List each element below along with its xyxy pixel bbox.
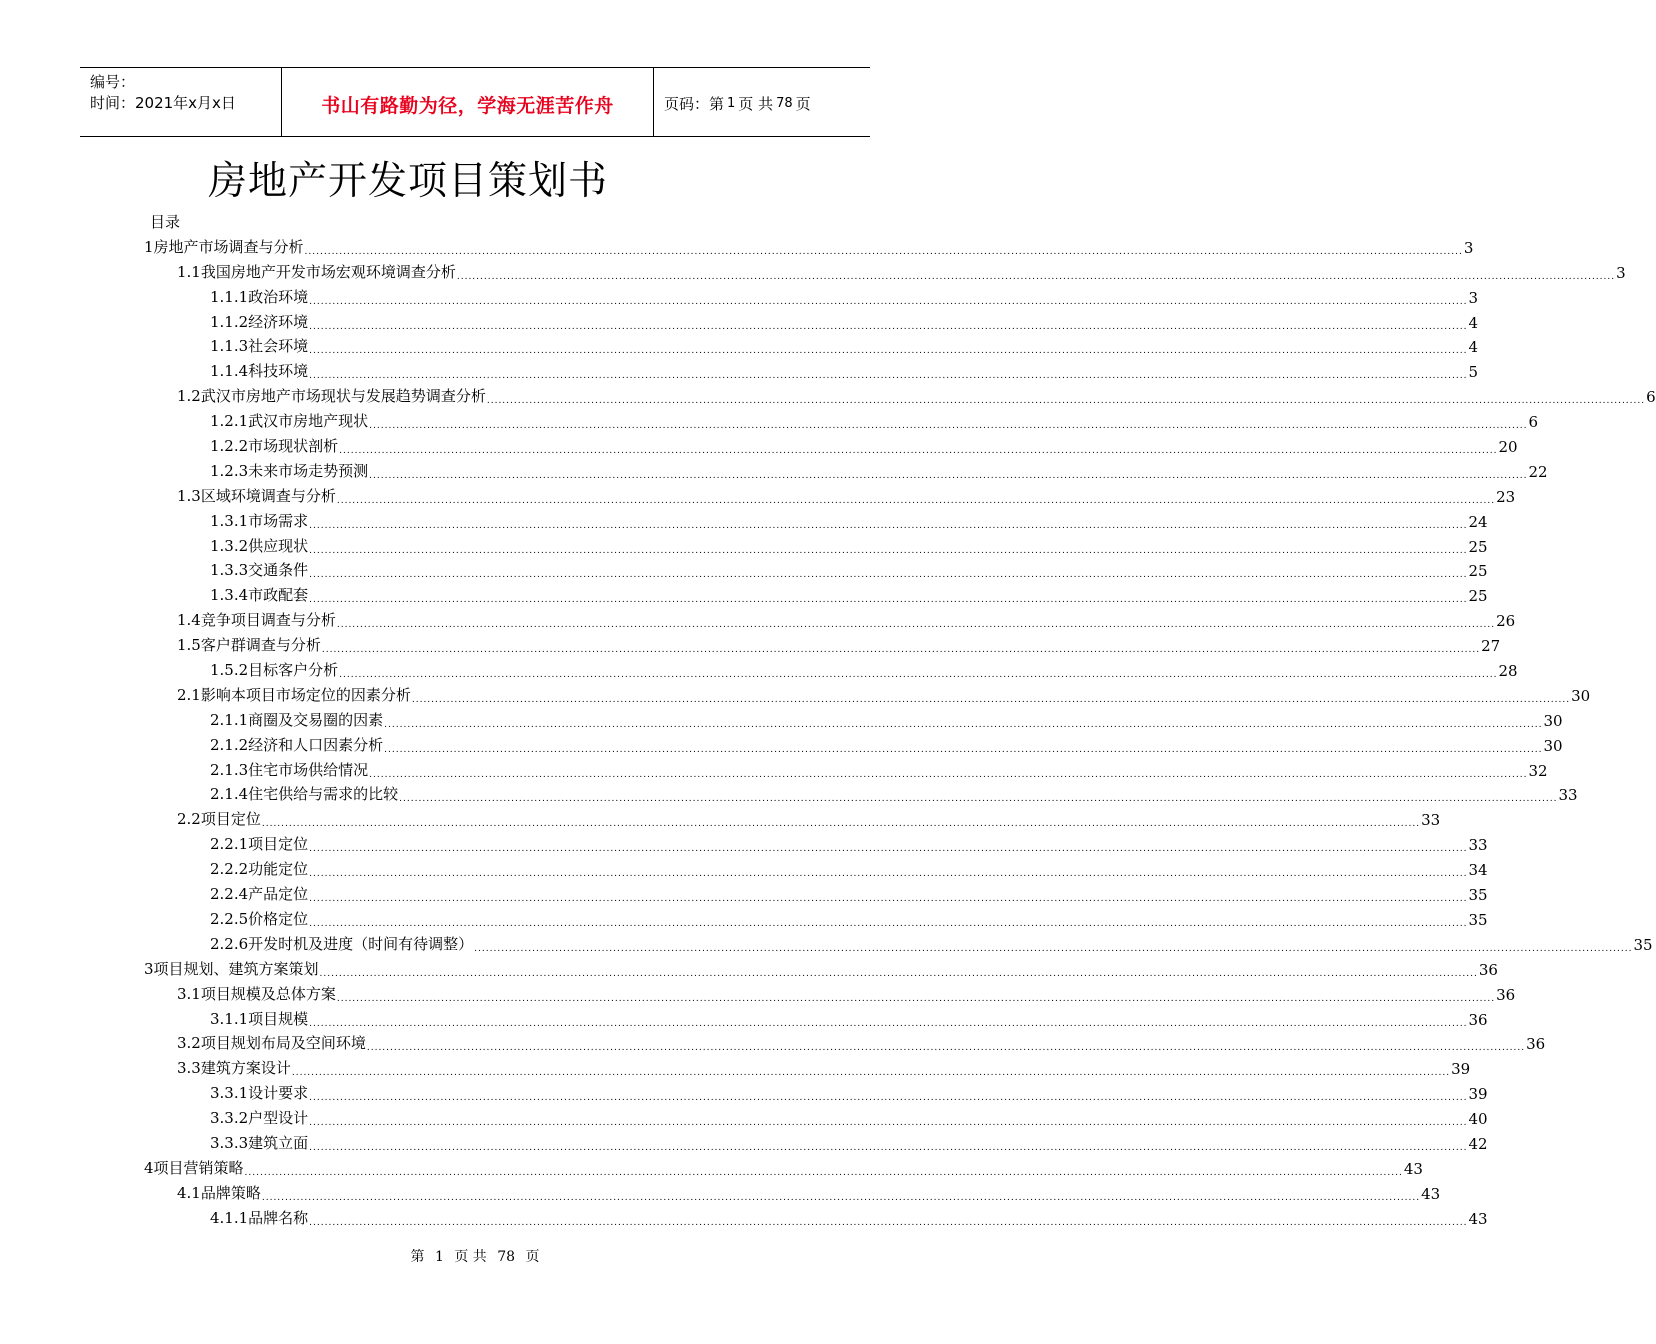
header-page-info — [654, 68, 870, 136]
document-time-label: 时间：2021年x月x日 — [90, 94, 236, 112]
toc-entry-text: 1.2.3未来市场走势预测 — [210, 461, 369, 480]
toc-entry-page: 39 — [1451, 1060, 1471, 1079]
toc-entry-page: 33 — [1558, 786, 1578, 805]
toc-entry-page: 35 — [1468, 910, 1488, 929]
toc-leader-dots: ............................................................................................................................................................................................................................................................................................................ — [291, 1068, 1451, 1079]
toc-entry[interactable] — [0, 856, 1488, 881]
toc-entry[interactable] — [0, 1080, 1488, 1105]
toc-entry-page: 25 — [1468, 537, 1488, 556]
toc-entry-page: 25 — [1468, 587, 1488, 606]
toc-entry[interactable] — [0, 881, 1488, 906]
toc-entry-text: 1.4竞争项目调查与分析 — [177, 611, 336, 630]
toc-leader-dots: ............................................................................................................................................................................................................................................................................................................ — [309, 1118, 1468, 1129]
toc-entry-text: 2.2.5价格定位 — [210, 909, 309, 928]
toc-entry[interactable] — [0, 1130, 1488, 1155]
toc-entry-text: 2.1影响本项目市场定位的因素分析 — [177, 685, 411, 704]
toc-leader-dots: ............................................................................................................................................................................................................................................................................................................ — [309, 321, 1468, 332]
toc-entry[interactable] — [0, 334, 1478, 359]
header-page-suffix: 页 — [795, 94, 811, 113]
toc-leader-dots: ............................................................................................................................................................................................................................................................................................................ — [309, 1018, 1468, 1029]
toc-entry-text: 3.3.3建筑立面 — [210, 1133, 309, 1152]
toc-entry-page: 43 — [1421, 1184, 1441, 1203]
toc-entry-text: 1.3.1市场需求 — [210, 511, 309, 530]
toc-entry-page: 22 — [1528, 462, 1548, 481]
toc-leader-dots: ............................................................................................................................................................................................................................................................................................................ — [309, 1142, 1468, 1153]
toc-entry[interactable] — [0, 632, 1501, 657]
toc-entry-page: 28 — [1498, 662, 1518, 681]
toc-leader-dots: ............................................................................................................................................................................................................................................................................................................ — [309, 869, 1468, 880]
toc-entry[interactable] — [0, 358, 1478, 383]
header-motto: 书山有路勤为径，学海无涯苦作舟 — [282, 68, 654, 136]
toc-entry-page: 36 — [1496, 985, 1516, 1004]
toc-entry[interactable] — [0, 682, 1591, 707]
toc-entry[interactable] — [0, 259, 1626, 284]
toc-leader-dots: ............................................................................................................................................................................................................................................................................................................ — [339, 670, 1498, 681]
toc-heading: 目录 — [150, 213, 181, 231]
toc-entry-page: 33 — [1421, 811, 1441, 830]
toc-leader-dots: ............................................................................................................................................................................................................................................................................................................ — [261, 819, 1421, 830]
toc-entry-page: 3 — [1616, 263, 1626, 282]
toc-leader-dots: ............................................................................................................................................................................................................................................................................................................ — [309, 545, 1468, 556]
header-page-current: 1 — [727, 95, 736, 111]
toc-entry[interactable] — [0, 1155, 1423, 1180]
toc-entry-page: 32 — [1528, 761, 1548, 780]
toc-entry-text: 2.2.4产品定位 — [210, 885, 309, 904]
toc-leader-dots: ............................................................................................................................................................................................................................................................................................................ — [369, 470, 1528, 481]
toc-entry[interactable] — [0, 782, 1578, 807]
toc-leader-dots: ............................................................................................................................................................................................................................................................................................................ — [384, 719, 1543, 730]
header-meta — [80, 68, 282, 136]
toc-entry-page: 23 — [1496, 487, 1516, 506]
toc-entry[interactable] — [0, 458, 1548, 483]
toc-entry-text: 4项目营销策略 — [144, 1158, 244, 1177]
toc-leader-dots: ............................................................................................................................................................................................................................................................................................................ — [309, 1093, 1468, 1104]
toc-entry-text: 1.2武汉市房地产市场现状与发展趋势调查分析 — [177, 387, 486, 406]
toc-leader-dots: ............................................................................................................................................................................................................................................................................................................ — [474, 943, 1633, 954]
toc-entry-text: 1.3.3交通条件 — [210, 561, 309, 580]
toc-entry-page: 36 — [1526, 1035, 1546, 1054]
toc-leader-dots: ............................................................................................................................................................................................................................................................................................................ — [244, 1167, 1403, 1178]
toc-entry-text: 3.1.1项目规模 — [210, 1009, 309, 1028]
toc-entry[interactable] — [0, 309, 1478, 334]
toc-entry-text: 3.1项目规模及总体方案 — [177, 984, 336, 1003]
footer-current-page: 1 — [434, 1249, 444, 1265]
toc-entry-page: 5 — [1468, 363, 1478, 382]
toc-entry-text: 2.1.1商圈及交易圈的因素 — [210, 710, 384, 729]
toc-leader-dots: ............................................................................................................................................................................................................................................................................................................ — [309, 1217, 1468, 1228]
toc-entry-text: 3项目规划、建筑方案策划 — [144, 959, 319, 978]
header-page-mid: 页 共 — [738, 94, 774, 113]
toc-entry[interactable] — [0, 1105, 1488, 1130]
toc-leader-dots: ............................................................................................................................................................................................................................................................................................................ — [309, 520, 1468, 531]
toc-entry-page: 3 — [1468, 288, 1478, 307]
toc-entry-text: 2.1.3住宅市场供给情况 — [210, 760, 369, 779]
toc-entry-page: 25 — [1468, 562, 1488, 581]
toc-entry-text: 1.3.4市政配套 — [210, 586, 309, 605]
toc-entry[interactable] — [0, 931, 1653, 956]
toc-entry[interactable] — [0, 284, 1478, 309]
toc-leader-dots: ............................................................................................................................................................................................................................................................................................................ — [309, 918, 1468, 929]
toc-leader-dots: ............................................................................................................................................................................................................................................................................................................ — [366, 1043, 1526, 1054]
toc-entry-text: 1.1.2经济环境 — [210, 312, 309, 331]
toc-entry-page: 30 — [1543, 736, 1563, 755]
toc-leader-dots: ............................................................................................................................................................................................................................................................................................................ — [336, 993, 1496, 1004]
toc-leader-dots: ............................................................................................................................................................................................................................................................................................................ — [309, 296, 1468, 307]
toc-entry-text: 3.3建筑方案设计 — [177, 1059, 291, 1078]
toc-entry-page: 33 — [1468, 836, 1488, 855]
toc-entry[interactable] — [0, 732, 1563, 757]
toc-leader-dots: ............................................................................................................................................................................................................................................................................................................ — [369, 421, 1528, 432]
document-number-label: 编号： — [90, 73, 136, 91]
toc-entry-page: 34 — [1468, 861, 1488, 880]
toc-entry[interactable] — [0, 483, 1516, 508]
toc-entry-page: 20 — [1498, 438, 1518, 457]
toc-entry-text: 1.1.1政治环境 — [210, 287, 309, 306]
toc-leader-dots: ............................................................................................................................................................................................................................................................................................................ — [309, 595, 1468, 606]
toc-entry[interactable] — [0, 806, 1441, 831]
toc-entry-text: 1.3.2供应现状 — [210, 536, 309, 555]
toc-leader-dots: ............................................................................................................................................................................................................................................................................................................ — [339, 446, 1498, 457]
toc-entry-page: 6 — [1646, 388, 1656, 407]
toc-entry-page: 24 — [1468, 512, 1488, 531]
toc-entry[interactable] — [0, 1031, 1546, 1056]
footer-prefix: 第 — [410, 1249, 425, 1265]
toc-entry-page: 4 — [1468, 313, 1478, 332]
toc-entry[interactable] — [0, 558, 1488, 583]
toc-entry[interactable] — [0, 831, 1488, 856]
footer-mid: 页 共 — [454, 1249, 487, 1265]
header-page-prefix: 页码：第 — [664, 94, 725, 113]
toc-entry-text: 1.2.1武汉市房地产现状 — [210, 412, 369, 431]
toc-entry-page: 42 — [1468, 1134, 1488, 1153]
toc-entry[interactable] — [0, 1006, 1488, 1031]
toc-leader-dots: ............................................................................................................................................................................................................................................................................................................ — [309, 570, 1468, 581]
toc-entry-text: 2.1.2经济和人口因素分析 — [210, 735, 384, 754]
toc-entry[interactable] — [0, 383, 1656, 408]
toc-entry[interactable] — [0, 433, 1518, 458]
page-footer — [0, 1246, 950, 1266]
toc-entry-text: 2.2项目定位 — [177, 810, 261, 829]
toc-entry[interactable] — [0, 408, 1538, 433]
toc-entry-text: 2.2.1项目定位 — [210, 835, 309, 854]
toc-leader-dots: ............................................................................................................................................................................................................................................................................................................ — [456, 271, 1616, 282]
toc-leader-dots: ............................................................................................................................................................................................................................................................................................................ — [319, 968, 1478, 979]
toc-leader-dots: ............................................................................................................................................................................................................................................................................................................ — [309, 371, 1468, 382]
toc-entry-text: 1.5客户群调查与分析 — [177, 636, 321, 655]
document-title: 房地产开发项目策划书 — [207, 159, 608, 204]
toc-entry-page: 35 — [1468, 886, 1488, 905]
toc-leader-dots: ............................................................................................................................................................................................................................................................................................................ — [384, 744, 1543, 755]
toc-entry[interactable] — [0, 1180, 1441, 1205]
toc-entry-text: 1.1我国房地产开发市场宏观环境调查分析 — [177, 262, 456, 281]
toc-entry[interactable] — [0, 956, 1498, 981]
toc-leader-dots: ............................................................................................................................................................................................................................................................................................................ — [309, 346, 1468, 357]
toc-entry-text: 3.3.2户型设计 — [210, 1109, 309, 1128]
toc-entry-page: 26 — [1496, 612, 1516, 631]
toc-entry-text: 2.2.6开发时机及进度（时间有待调整） — [210, 934, 474, 953]
header-page-total: 78 — [776, 95, 793, 111]
toc-leader-dots: ............................................................................................................................................................................................................................................................................................................ — [304, 246, 1463, 257]
toc-entry-page: 39 — [1468, 1085, 1488, 1104]
toc-entry[interactable] — [0, 582, 1488, 607]
toc-entry-page: 40 — [1468, 1110, 1488, 1129]
toc-entry[interactable] — [0, 657, 1518, 682]
toc-leader-dots: ............................................................................................................................................................................................................................................................................................................ — [261, 1192, 1421, 1203]
toc-entry-text: 3.3.1设计要求 — [210, 1084, 309, 1103]
toc-entry-text: 2.1.4住宅供给与需求的比较 — [210, 785, 399, 804]
toc-entry-text: 1.2.2市场现状剖析 — [210, 437, 339, 456]
toc-leader-dots: ............................................................................................................................................................................................................................................................................................................ — [486, 396, 1646, 407]
toc-entry-text: 4.1.1品牌名称 — [210, 1208, 309, 1227]
toc-entry-text: 1.3区域环境调查与分析 — [177, 486, 336, 505]
page-header — [80, 67, 870, 137]
toc-entry-page: 4 — [1468, 338, 1478, 357]
toc-leader-dots: ............................................................................................................................................................................................................................................................................................................ — [309, 844, 1468, 855]
toc-leader-dots: ............................................................................................................................................................................................................................................................................................................ — [336, 495, 1496, 506]
toc-entry-page: 43 — [1403, 1159, 1423, 1178]
toc-entry-page: 30 — [1543, 711, 1563, 730]
toc-entry-text: 1.1.3社会环境 — [210, 337, 309, 356]
toc-leader-dots: ............................................................................................................................................................................................................................................................................................................ — [309, 894, 1468, 905]
toc-entry[interactable] — [0, 1055, 1471, 1080]
toc-entry[interactable] — [0, 1205, 1488, 1230]
toc-entry-page: 27 — [1481, 637, 1501, 656]
toc-entry-text: 4.1品牌策略 — [177, 1183, 261, 1202]
toc-entry-page: 36 — [1478, 960, 1498, 979]
toc-entry[interactable] — [0, 981, 1516, 1006]
toc-entry-page: 36 — [1468, 1010, 1488, 1029]
table-of-contents — [0, 234, 1656, 1230]
toc-leader-dots: ............................................................................................................................................................................................................................................................................................................ — [336, 620, 1496, 631]
toc-entry-page: 3 — [1463, 238, 1474, 257]
toc-entry-text: 1.1.4科技环境 — [210, 362, 309, 381]
toc-entry-page: 6 — [1528, 413, 1538, 432]
footer-total-pages: 78 — [497, 1249, 516, 1265]
toc-entry-text: 2.2.2功能定位 — [210, 860, 309, 879]
toc-entry[interactable] — [0, 533, 1488, 558]
toc-leader-dots: ............................................................................................................................................................................................................................................................................................................ — [369, 769, 1528, 780]
toc-entry[interactable] — [0, 757, 1548, 782]
footer-suffix: 页 — [525, 1249, 540, 1265]
toc-entry[interactable] — [0, 508, 1488, 533]
toc-leader-dots: ............................................................................................................................................................................................................................................................................................................ — [321, 645, 1481, 656]
toc-entry-text: 1.5.2目标客户分析 — [210, 661, 339, 680]
toc-leader-dots: ............................................................................................................................................................................................................................................................................................................ — [399, 794, 1558, 805]
toc-entry[interactable] — [0, 906, 1488, 931]
toc-entry[interactable] — [0, 707, 1563, 732]
toc-entry-text: 1房地产市场调查与分析 — [144, 237, 304, 256]
toc-entry-page: 43 — [1468, 1209, 1488, 1228]
toc-entry-page: 35 — [1633, 935, 1653, 954]
toc-entry-text: 3.2项目规划布局及空间环境 — [177, 1034, 366, 1053]
toc-leader-dots: ............................................................................................................................................................................................................................................................................................................ — [411, 694, 1571, 705]
toc-entry[interactable] — [0, 607, 1516, 632]
toc-entry[interactable] — [0, 234, 1474, 259]
toc-entry-page: 30 — [1571, 686, 1591, 705]
